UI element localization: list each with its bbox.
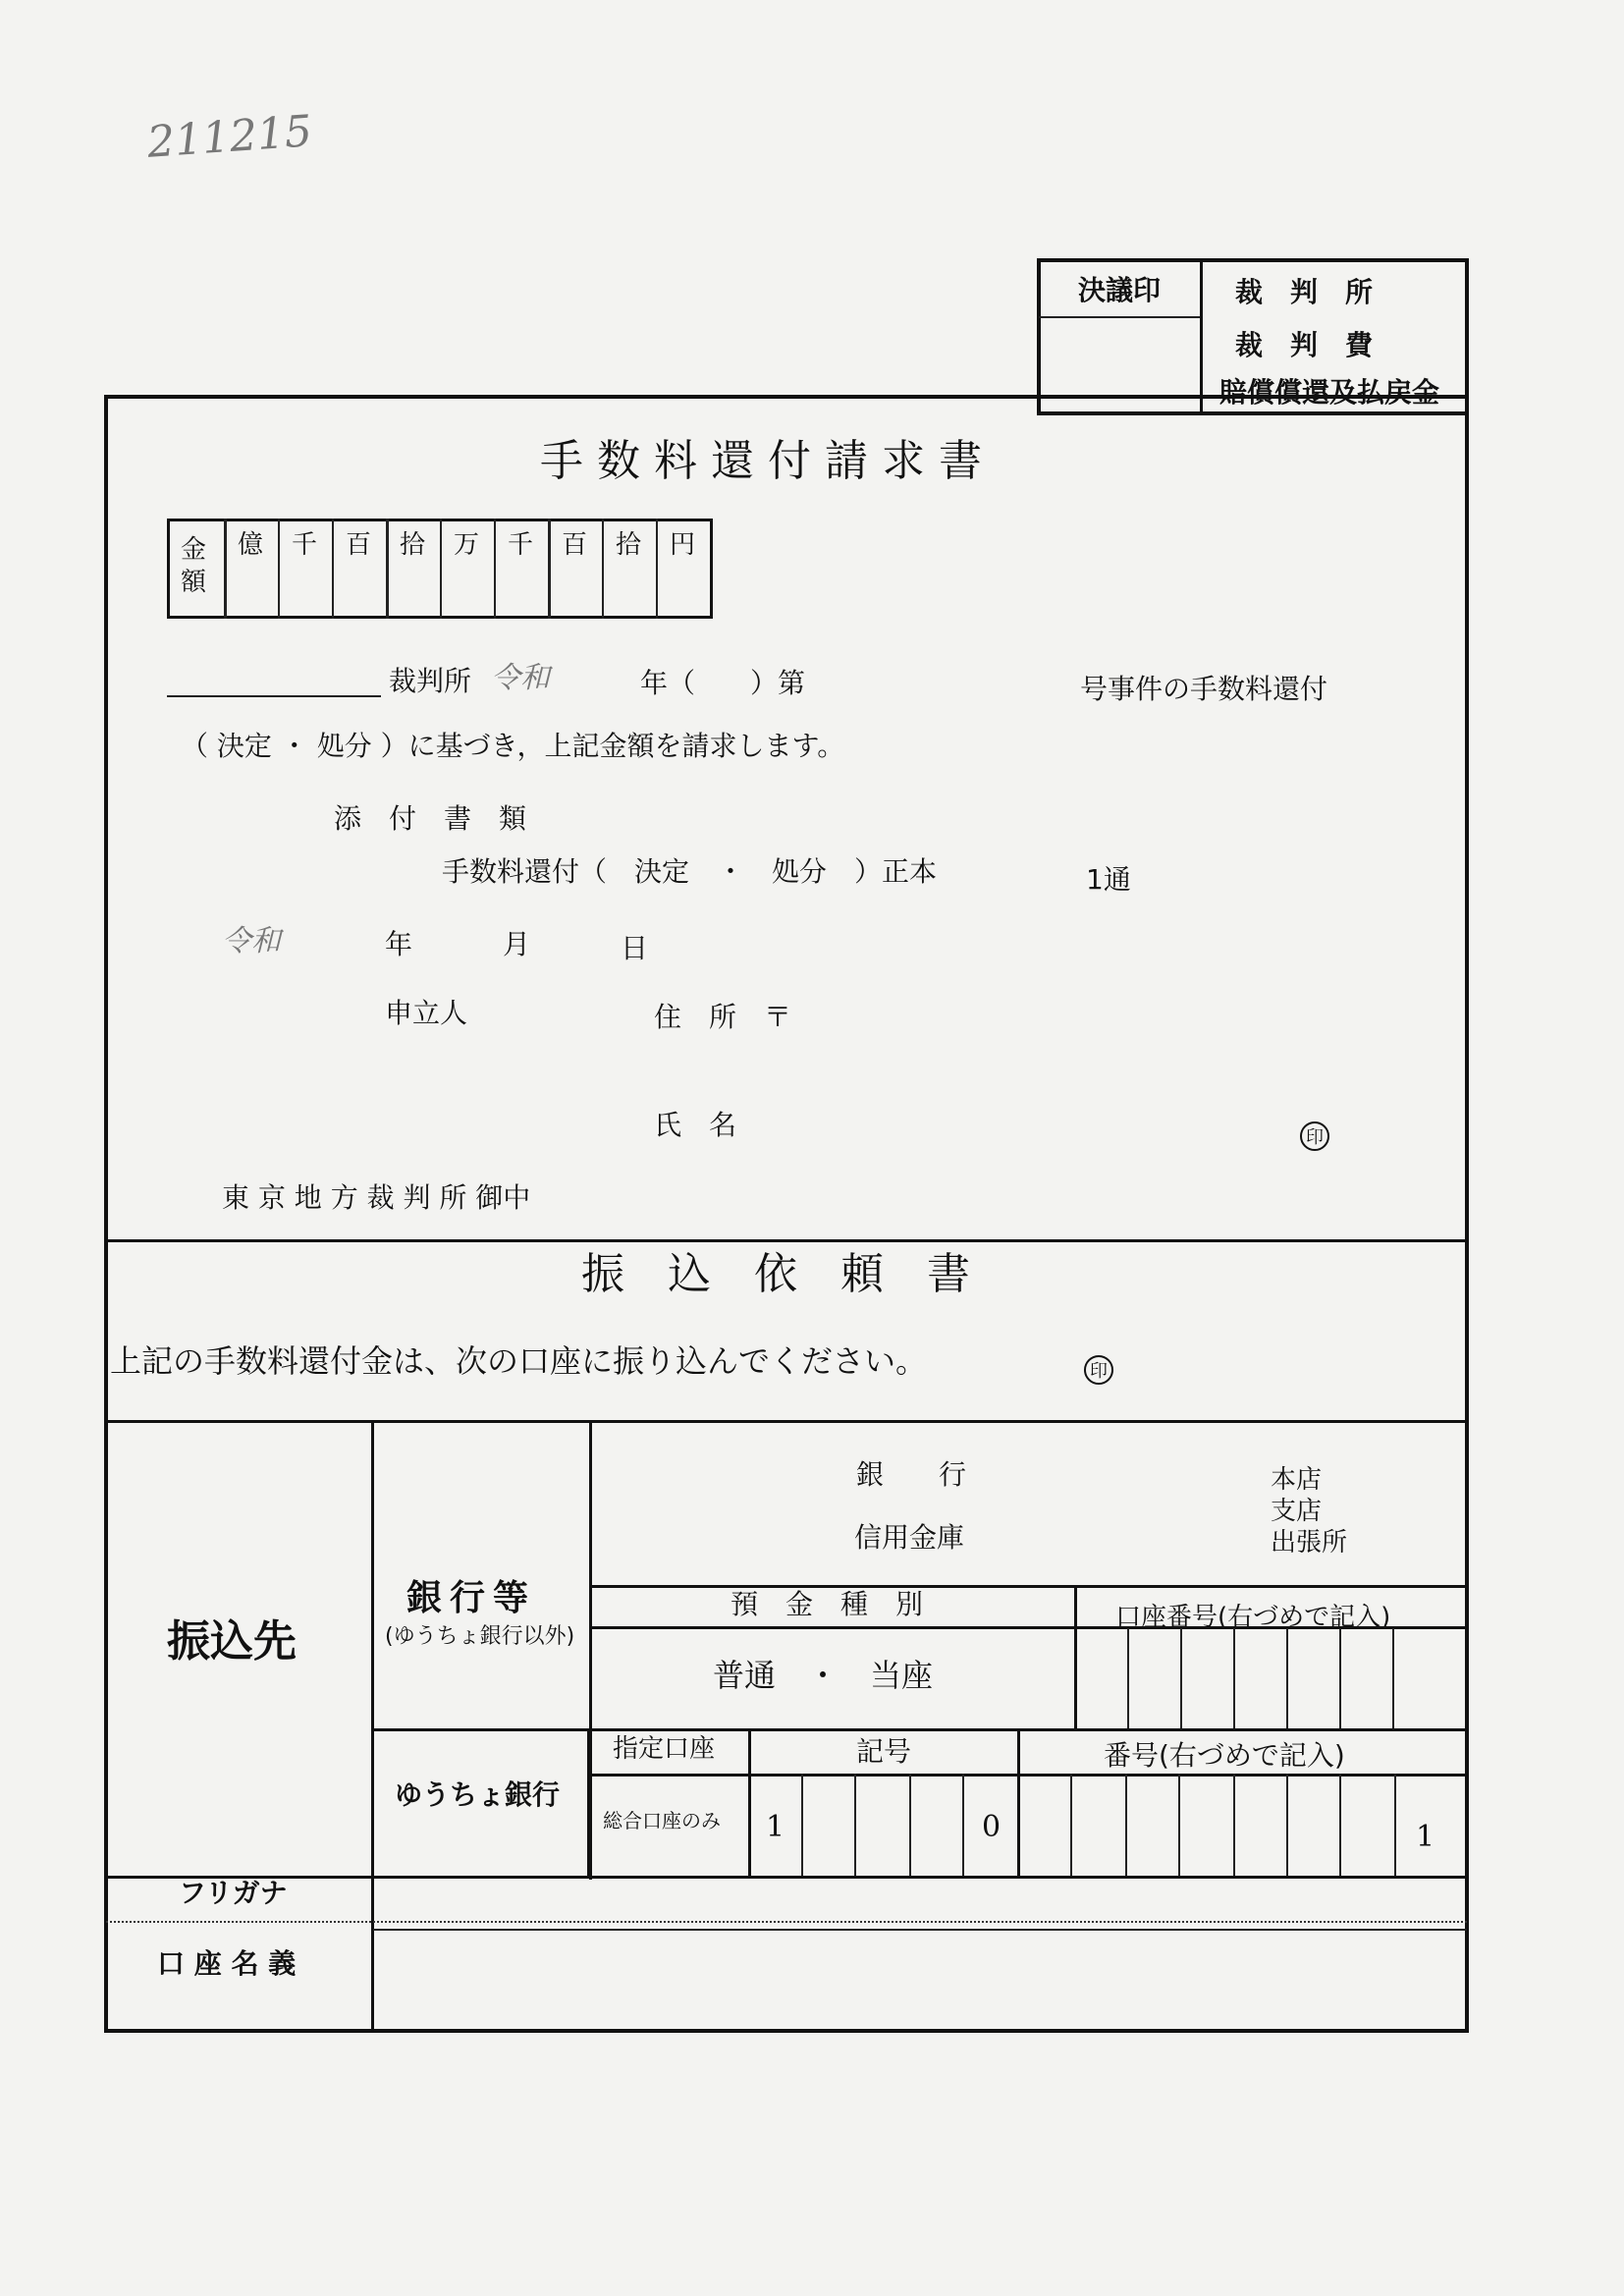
name-label: 氏 名 xyxy=(654,1109,737,1141)
attachment-item: 手数料還付（ 決定 ・ 処分 ）正本 xyxy=(442,855,938,888)
furigana-label: フリガナ xyxy=(179,1877,288,1909)
transfer-seal-icon: 印 xyxy=(1084,1355,1113,1385)
date-era-handwritten: 令和 xyxy=(222,924,281,958)
yucho-row-top xyxy=(371,1728,1467,1731)
amount-unit-sen: 千 xyxy=(291,530,317,560)
furigana-row-top xyxy=(106,1876,1467,1879)
yucho-designated-divider xyxy=(587,1728,590,1878)
number-cell-divider xyxy=(1286,1774,1288,1878)
number-cell-divider xyxy=(1125,1774,1127,1878)
court-line-3: 賠償償還及払戻金 xyxy=(1219,376,1440,409)
seal-label: 決議印 xyxy=(1078,274,1162,306)
case-court-label: 裁判所 xyxy=(389,665,472,697)
yucho-label: ゆうちょ銀行 xyxy=(395,1778,561,1811)
amount-unit-sen-2: 千 xyxy=(507,530,533,560)
number-cell-divider xyxy=(1394,1774,1396,1878)
attachments-label: 添 付 書 類 xyxy=(334,802,527,835)
case-era-handwritten: 令和 xyxy=(491,661,550,695)
court-line-1: 裁 判 所 xyxy=(1235,276,1374,308)
approval-seal-header-line xyxy=(1039,316,1200,318)
court-line-2: 裁 判 費 xyxy=(1235,329,1374,361)
case-year-number: 年（ ）第 xyxy=(640,667,806,699)
furigana-divider xyxy=(106,1921,1467,1923)
approval-divider xyxy=(1200,258,1203,412)
account-number-label: 口座番号(右づめで記入) xyxy=(1115,1603,1391,1632)
date-day: 日 xyxy=(621,932,649,964)
amount-unit-hyaku-2: 百 xyxy=(561,530,587,560)
account-name-label: 口 座 名 義 xyxy=(157,1947,297,1980)
deposit-type-value: 普通 ・ 当座 xyxy=(713,1657,934,1694)
designated-symbol-divider xyxy=(748,1728,751,1878)
branch-shiten: 支店 xyxy=(1271,1497,1323,1526)
address-label: 住 所 〒 xyxy=(654,1001,792,1033)
form-title: 手数料還付請求書 xyxy=(540,436,996,486)
branch-shucchojo: 出張所 xyxy=(1271,1528,1348,1558)
destination-label: 振込先 xyxy=(167,1616,297,1667)
transfer-instruction: 上記の手数料還付金は、次の口座に振り込んでください。 xyxy=(110,1342,928,1380)
applicant-label: 申立人 xyxy=(385,997,468,1029)
symbol-cell-divider xyxy=(854,1774,856,1878)
designated-note: 総合口座のみ xyxy=(603,1809,721,1832)
destination-col-divider xyxy=(371,1420,374,2031)
symbol-cell-divider xyxy=(962,1774,964,1878)
amount-unit-en: 円 xyxy=(669,530,695,560)
account-number-cell[interactable] xyxy=(1233,1628,1235,1730)
transfer-title: 振 込 依 頼 書 xyxy=(581,1249,970,1299)
account-number-cell[interactable] xyxy=(1127,1628,1129,1730)
deposit-account-divider xyxy=(1074,1585,1077,1730)
amount-grid xyxy=(167,519,713,619)
furigana-input-line[interactable] xyxy=(373,1929,1467,1931)
section-divider xyxy=(106,1239,1467,1242)
date-year: 年 xyxy=(385,928,413,960)
amount-unit-juu-2: 拾 xyxy=(615,530,641,560)
date-month: 月 xyxy=(503,928,531,960)
bank-name-row-bottom xyxy=(589,1585,1467,1588)
account-number-cell[interactable] xyxy=(1392,1628,1394,1730)
case-suffix: 号事件の手数料還付 xyxy=(1080,673,1328,705)
number-cell-divider xyxy=(1233,1774,1235,1878)
amount-unit-oku: 億 xyxy=(237,530,263,560)
designated-label: 指定口座 xyxy=(613,1734,716,1764)
account-number-cell[interactable] xyxy=(1286,1628,1288,1730)
symbol-number-divider xyxy=(1017,1728,1020,1878)
yucho-header-bottom xyxy=(587,1774,1467,1777)
bank-note: (ゆうちょ銀行以外) xyxy=(385,1624,575,1649)
handwritten-reference-number: 211215 xyxy=(145,106,314,168)
symbol-digit-1[interactable]: 1 xyxy=(766,1810,785,1844)
transfer-table-top xyxy=(106,1420,1467,1423)
number-cell-divider xyxy=(1339,1774,1341,1878)
amount-unit-man: 万 xyxy=(453,530,479,560)
bank-label: 銀行等 xyxy=(406,1578,537,1618)
number-label: 番号(右づめで記入) xyxy=(1104,1739,1345,1772)
basis-line: （ 決定 ・ 処分 ）に基づき，上記金額を請求します。 xyxy=(181,730,845,762)
deposit-type-label: 預 金 種 別 xyxy=(731,1588,924,1620)
form-frame xyxy=(104,395,1469,2033)
bank-type-shinkin: 信用金庫 xyxy=(854,1521,965,1554)
number-cell-divider xyxy=(1178,1774,1180,1878)
symbol-digit-5[interactable]: 0 xyxy=(982,1810,1001,1844)
attachment-count: 1通 xyxy=(1086,863,1131,896)
addressee: 東 京 地 方 裁 判 所 御中 xyxy=(222,1181,531,1214)
court-name-blank[interactable] xyxy=(167,695,381,697)
amount-unit-juu: 拾 xyxy=(399,530,425,560)
symbol-cell-divider xyxy=(909,1774,911,1878)
branch-honten: 本店 xyxy=(1271,1465,1323,1495)
amount-label: 金額 xyxy=(181,535,207,597)
number-digit-8[interactable]: 1 xyxy=(1416,1820,1435,1854)
bank-type-bank: 銀 行 xyxy=(856,1458,967,1491)
amount-unit-labels xyxy=(224,524,713,564)
symbol-cell-divider xyxy=(801,1774,803,1878)
number-cell-divider xyxy=(1070,1774,1072,1878)
account-number-cell[interactable] xyxy=(1180,1628,1182,1730)
applicant-seal-icon: 印 xyxy=(1300,1121,1329,1151)
account-number-cell[interactable] xyxy=(1339,1628,1341,1730)
symbol-label: 記号 xyxy=(856,1735,912,1768)
amount-unit-hyaku: 百 xyxy=(345,530,371,560)
